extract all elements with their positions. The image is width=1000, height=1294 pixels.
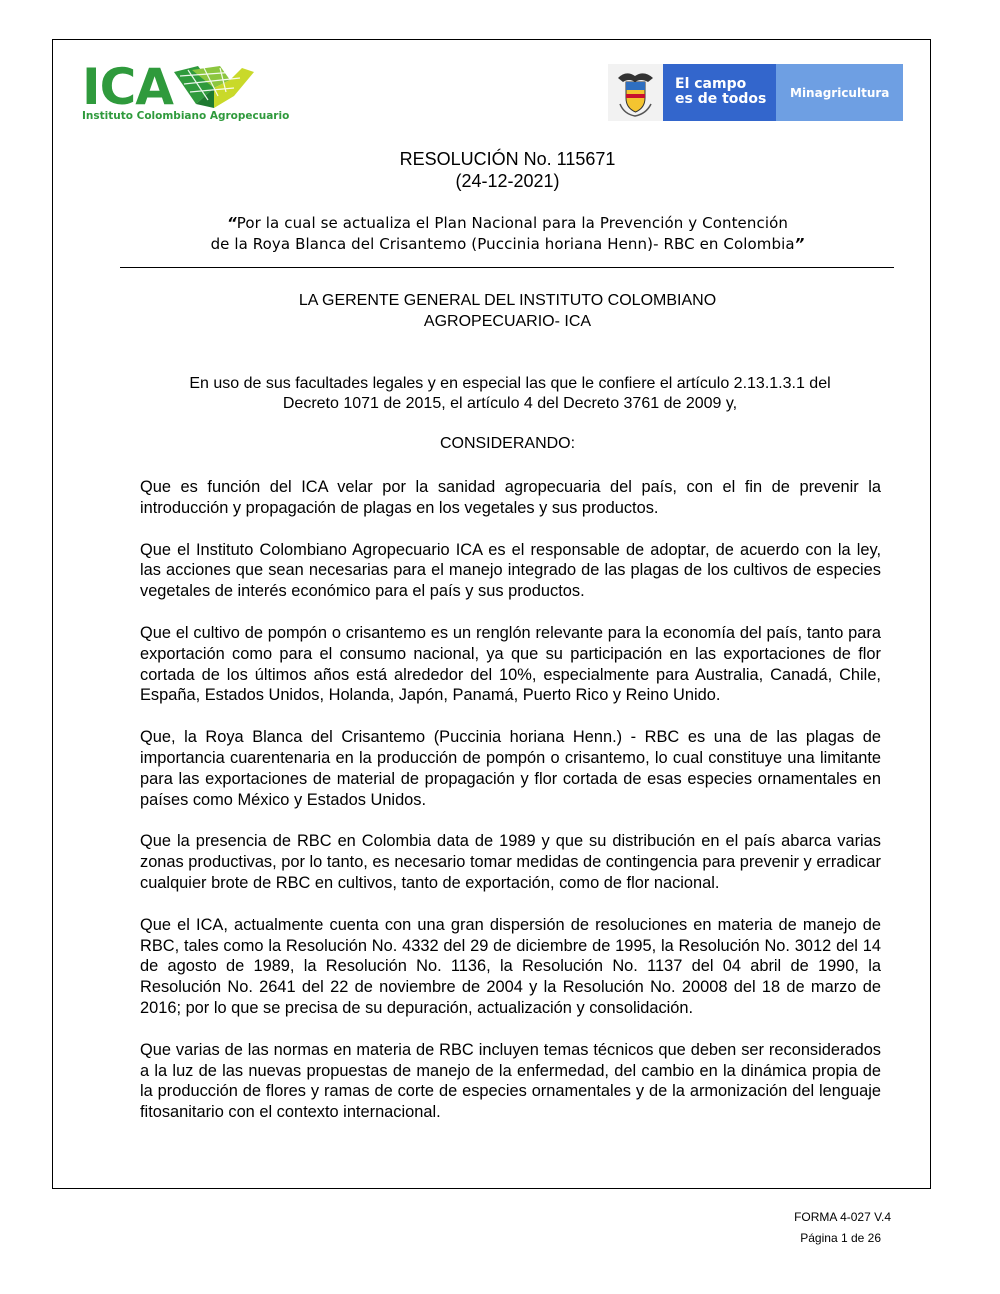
motto-open-quote: “ — [227, 214, 237, 232]
considerations-body — [140, 477, 881, 1144]
powers-line-2: Decreto 1071 de 2015, el artículo 4 del Decreto 3761 de 2009 y, — [282, 395, 738, 412]
ministry-label: Minagricultura — [776, 64, 903, 121]
paragraph: Que el cultivo de pompón o crisantemo es un renglón relevante para la economía del país, tanto para exportación como para el consumo nacional, ya que su participación en las exportaciones de flor cortada de los últimos años está alrededor del 10%, especialmente para Australia, Canadá, Chile, España, Estados Unidos, Holanda, Japón, Panamá, Puerto Rico y Reino Unido. — [140, 623, 881, 705]
paragraph: Que varias de las normas en materia de RBC incluyen temas técnicos que deben ser reconsiderados a la luz de las nuevas propuestas de manejo de la enfermedad, del cambio en la dinámica propia de la producción de flores y ramas de corte de especies ornamentales y de la armonización del lenguaje fitosanitario con el contexto internacional. — [140, 1040, 881, 1122]
resolution-number: RESOLUCIÓN No. 115671 — [399, 149, 616, 169]
legal-powers — [140, 374, 880, 414]
resolution-date: (24-12-2021) — [455, 171, 560, 191]
ica-logo — [82, 58, 290, 128]
authority-line-1: LA GERENTE GENERAL DEL INSTITUTO COLOMBIANO — [298, 292, 717, 309]
motto-close-quote: ” — [794, 235, 805, 253]
gov-banner — [608, 64, 903, 121]
paragraph: Que es función del ICA velar por la sanidad agropecuaria del país, con el fin de prevenir la introducción y propagación de plagas en los vegetales y sus productos. — [140, 478, 881, 517]
resolution-heading — [120, 148, 895, 192]
page-number: Página 1 de 26 — [800, 1231, 881, 1245]
form-code: FORMA 4-027 V.4 — [794, 1210, 891, 1224]
authority-line-2: AGROPECUARIO- ICA — [423, 313, 592, 330]
ica-subtitle: Instituto Colombiano Agropecuario — [82, 110, 290, 122]
paragraph: Que el ICA, actualmente cuenta con una gran dispersión de resoluciones en materia de manejo de RBC, tales como la Resolución No. 4332 del 29 de diciembre de 1995, la Resolución No. 3012 del 14 de agosto de 1989, la Resolución No. 1136, la Resolución No. 1137 del 04 abril de 1990, la Resolución No. 2641 del 22 de noviembre de 2004 y la Resolución No. 20008 del 18 de marzo de 2016; por lo que se precisa de su depuración, actualización y consolidación. — [140, 915, 881, 1017]
considering-heading: CONSIDERANDO: — [439, 435, 576, 452]
slogan-line-1: El campo — [675, 76, 747, 92]
ica-leaf-icon — [174, 66, 254, 110]
paragraph: Que el Instituto Colombiano Agropecuario ICA es el responsable de adoptar, de acuerdo con la ley, las acciones que sean necesarias para el manejo integrado de las plagas de los cultivos de especies vegetales de interés económico para el país y sus productos. — [140, 540, 881, 601]
motto-line-2: de la Roya Blanca del Crisantemo (Puccinia horiana Henn)- RBC en Colombia — [210, 235, 795, 253]
coat-of-arms-icon — [608, 64, 663, 121]
issuing-authority — [120, 290, 895, 332]
powers-line-1: En uso de sus facultades legales y en especial las que le confiere el artículo 2.13.1.3.1 del — [189, 375, 831, 392]
resolution-motto — [120, 213, 895, 255]
paragraph: Que, la Roya Blanca del Crisantemo (Puccinia horiana Henn.) - RBC es una de las plagas de importancia cuarentenaria en la producción de pompón o crisantemo, lo cual constituye una limitante para las exportaciones de material de propagación y flor cortada de esas especies ornamentales en países como México y Estados Unidos. — [140, 728, 881, 809]
slogan-line-2: es de todos — [675, 91, 767, 107]
slogan-block — [663, 64, 776, 121]
paragraph: Que la presencia de RBC en Colombia data de 1989 y que su distribución en el país abarca varias zonas productivas, por lo tanto, es necesario tomar medidas de contingencia para prevenir y erradicar cualquier brote de RBC en cultivos, tanto de exportación, como de flor nacional. — [140, 832, 881, 892]
title-divider — [120, 267, 894, 268]
ica-wordmark: ICA — [82, 58, 173, 116]
motto-line-1: Por la cual se actualiza el Plan Nacional para la Prevención y Contención — [236, 214, 788, 232]
